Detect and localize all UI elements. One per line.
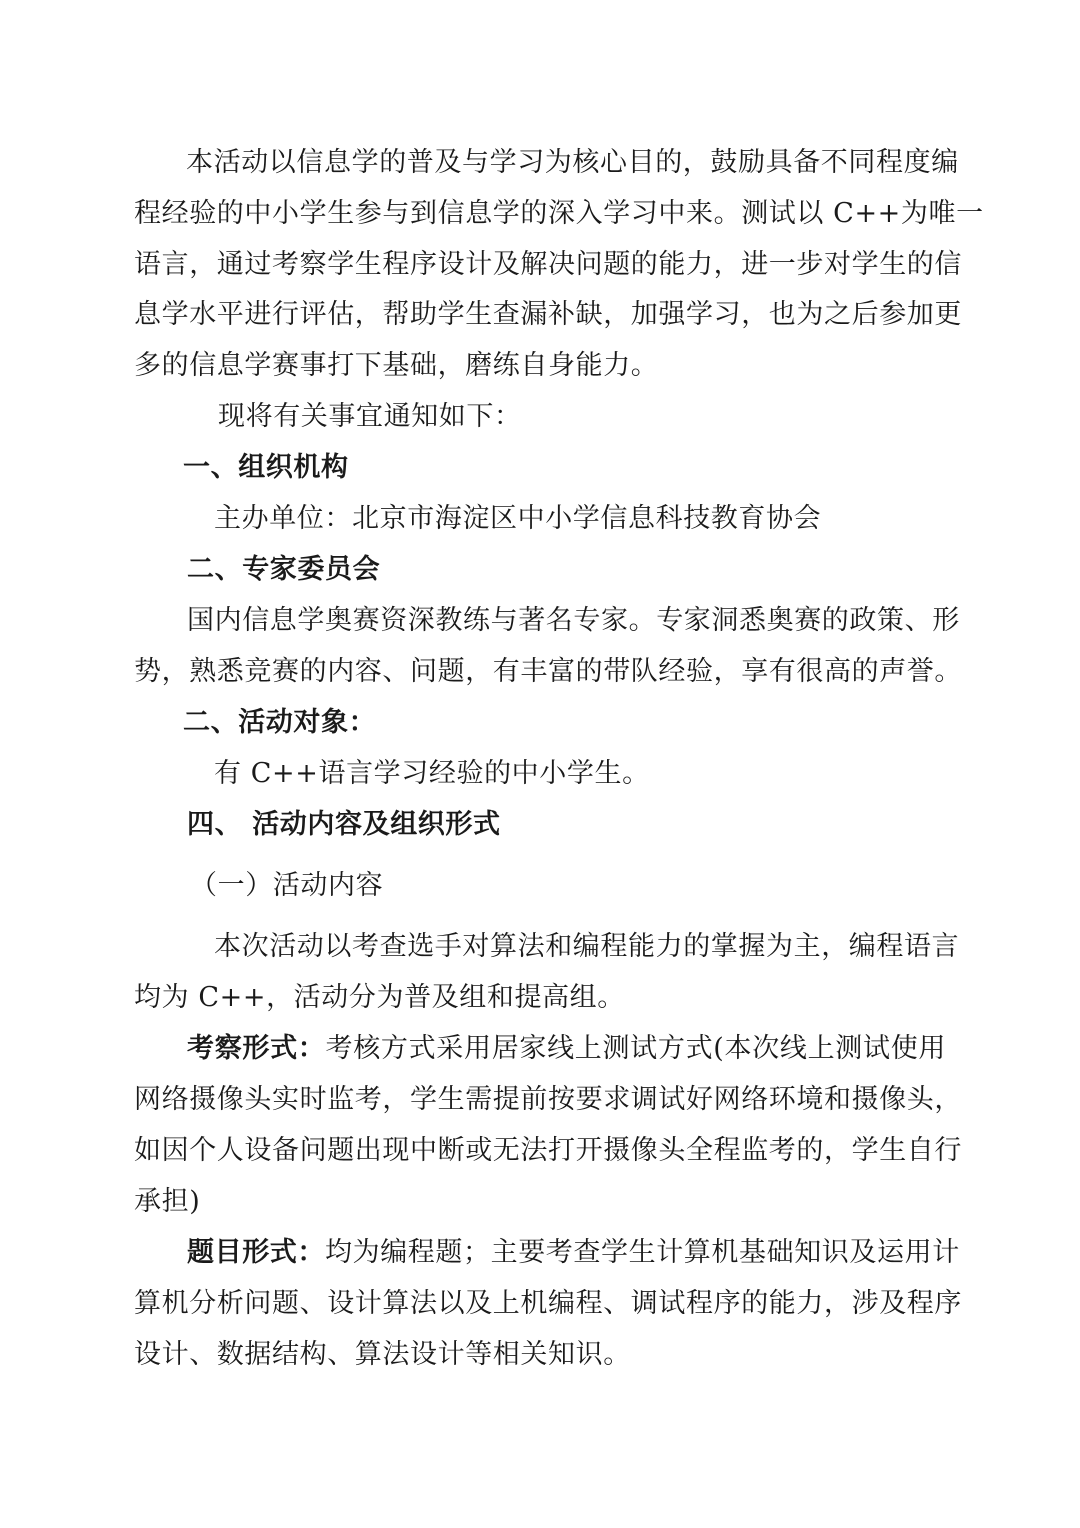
intro-line-1: 本活动以信息学的普及与学习为核心目的，鼓励具备不同程度编 <box>186 147 959 178</box>
section-4-heading: 四、 活动内容及组织形式 <box>187 809 501 840</box>
exam-form-line-3: 如因个人设备问题出现中断或无法打开摄像头全程监考的，学生自行 <box>134 1135 962 1166</box>
topic-form-line-3: 设计、数据结构、算法设计等相关知识。 <box>134 1339 631 1370</box>
topic-form-text-1: 均为编程题；主要考查学生计算机基础知识及运用计 <box>325 1237 960 1268</box>
exam-form-line-1 <box>187 1031 946 1067</box>
section-1-text: 主办单位：北京市海淀区中小学信息科技教育协会 <box>214 503 822 534</box>
topic-form-line-1 <box>187 1235 960 1271</box>
intro-line-3: 语言，通过考察学生程序设计及解决问题的能力，进一步对学生的信 <box>134 249 962 280</box>
exam-form-label: 考察形式： <box>187 1033 326 1064</box>
section-3-text: 有 C++语言学习经验的中小学生。 <box>214 758 650 789</box>
exam-form-line-4: 承担) <box>134 1186 201 1217</box>
section-1-heading: 一、组织机构 <box>183 452 349 483</box>
content-line-1: 本次活动以考查选手对算法和编程能力的掌握为主，编程语言 <box>214 931 960 962</box>
section-2-line-2: 势，熟悉竞赛的内容、问题，有丰富的带队经验，享有很高的声誉。 <box>134 656 962 687</box>
topic-form-line-2: 算机分析问题、设计算法以及上机编程、调试程序的能力，涉及程序 <box>134 1288 962 1319</box>
notice-line: 现将有关事宜通知如下： <box>218 401 522 432</box>
section-2-heading: 二、专家委员会 <box>187 554 381 585</box>
exam-form-line-2: 网络摄像头实时监考，学生需提前按要求调试好网络环境和摄像头， <box>134 1084 962 1115</box>
intro-line-2: 程经验的中小学生参与到信息学的深入学习中来。测试以 C++为唯一 <box>134 198 984 229</box>
intro-line-5: 多的信息学赛事打下基础，磨练自身能力。 <box>134 350 659 381</box>
section-4-subheading: （一）活动内容 <box>190 870 384 901</box>
section-2-line-1: 国内信息学奥赛资深教练与著名专家。专家洞悉奥赛的政策、形 <box>187 605 960 636</box>
intro-line-4: 息学水平进行评估，帮助学生查漏补缺，加强学习，也为之后参加更 <box>134 299 962 330</box>
section-3-heading: 二、活动对象： <box>183 707 377 738</box>
exam-form-text-1: 考核方式采用居家线上测试方式(本次线上测试使用 <box>325 1033 946 1064</box>
content-line-2: 均为 C++，活动分为普及组和提高组。 <box>134 982 625 1013</box>
topic-form-label: 题目形式： <box>187 1237 325 1268</box>
